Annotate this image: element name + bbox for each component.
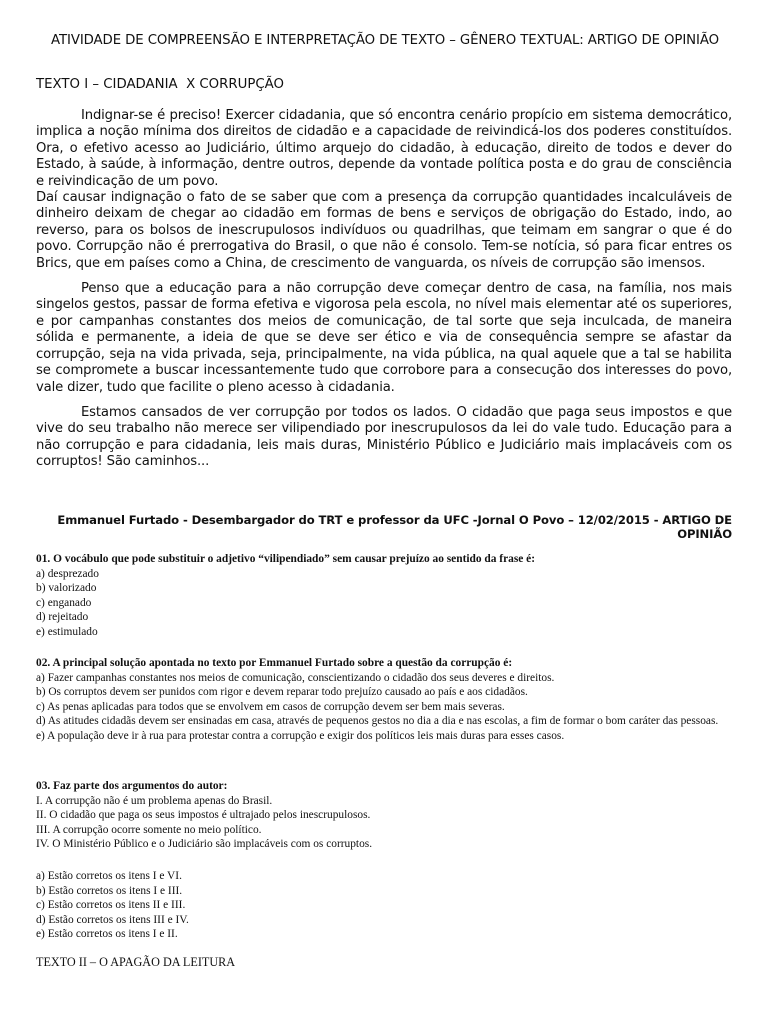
question-2-option-a: a) Fazer campanhas constantes nos meios de comunicação, conscientizando o cidadão dos seus deveres e direitos. [36,671,555,684]
question-3-item-1: I. A corrupção não é um problema apenas do Brasil. [36,794,273,807]
article-paragraph-2: Daí causar indignação o fato de se saber que com a presença da corrupção quantidades incalculáveis de dinheiro deixam de chegar ao cidadão em formas de bens e serviços de obrigação do Estado, indo, ao reverso, para os bolsos de inescrupulosos indivíduos ou quadrilhas, que teimam em sangrar o que é do povo. Corrupção não é prerrogativa do Brasil, o que não é consolo. Tem-se notícia, só para ficar entres os Brics, que em países como a China, de crescimento de vanguarda, os níveis de corrupção são imensos. [36,190,732,271]
question-1-option-d: d) rejeitado [36,611,89,624]
article-signature: Emmanuel Furtado - Desembargador do TRT e professor da UFC -Jornal O Povo – 12/02/2015 - ARTIGO DE OPINIÃO [57,513,732,541]
question-2-option-d: d) As atitudes cidadãs devem ser ensinadas em casa, através de pequenos gestos no dia a dia e nas escolas, a fim de formar o bom caráter das pessoas. [36,715,719,728]
text-2-heading: TEXTO II – O APAGÃO DA LEITURA [36,955,236,969]
text-1-heading: TEXTO I – CIDADANIA X CORRUPÇÃO [36,77,284,92]
question-3-item-2: II. O cidadão que paga os seus impostos é ultrajado pelos inescrupulosos. [36,809,371,822]
question-1 [36,552,732,640]
question-2-option-c: c) As penas aplicadas para todos que se envolvem em casos de corrupção devem ser bem mais severas. [36,700,505,713]
question-1-option-e: e) estimulado [36,625,98,638]
question-3 [36,779,732,942]
article-body [36,108,732,471]
question-1-option-b: b) valorizado [36,582,97,595]
question-3-items [36,794,732,852]
question-1-option-a: a) desprezado [36,567,99,580]
question-1-text: 01. O vocábulo que pode substituir o adjetivo “vilipendiado” sem causar prejuízo ao sentido da frase é: [36,553,536,565]
question-3-option-d: d) Estão corretos os itens III e IV. [36,913,189,926]
question-3-text: 03. Faz parte dos argumentos do autor: [36,780,228,792]
question-3-option-b: b) Estão corretos os itens I e III. [36,884,183,897]
document-title: ATIVIDADE DE COMPREENSÃO E INTERPRETAÇÃO DE TEXTO – GÊNERO TEXTUAL: ARTIGO DE OPINIÃO [51,33,719,48]
question-2-text: 02. A principal solução apontada no texto por Emmanuel Furtado sobre a questão da corrupção é: [36,657,513,669]
question-2-option-e: e) A população deve ir à rua para protestar contra a corrupção e exigir dos políticos leis mais duras para esses casos. [36,729,565,742]
question-3-option-c: c) Estão corretos os itens II e III. [36,899,186,912]
article-paragraph-4: Estamos cansados de ver corrupção por todos os lados. O cidadão que paga seus impostos e que vive do seu trabalho não merece ser vilipendiado por inescrupulosos da lei do vale tudo. Educação para a não corrupção e para cidadania, leis mais duras, Ministério Público e Judiciário mais implacáveis com os corruptos! São caminhos... [36,404,732,470]
question-3-item-4: IV. O Ministério Público e o Judiciário são implacáveis com os corruptos. [36,838,373,851]
question-2 [36,656,732,744]
question-3-option-a: a) Estão corretos os itens I e VI. [36,869,182,882]
article-paragraph-3: Penso que a educação para a não corrupção deve começar dentro de casa, na família, nos mais singelos gestos, passar de forma efetiva e vigorosa pela escola, no nível mais elementar até os superiores, e por campanhas constantes dos meios de comunicação, de tal sorte que seja inculcada, de maneira sólida e permanente, a ideia de que se deve ser ético e via de consequência sempre se afastar da corrupção, seja na vida privada, seja, principalmente, na vida pública, na qual aquele que a tal se habilita se compromete a buscar incessantemente tudo que corrobore para a consecução dos interesses do povo, vale dizer, tudo que facilite o pleno acesso à cidadania. [36,281,732,395]
question-1-option-c: c) enganado [36,596,92,609]
article-paragraph-1: Indignar-se é preciso! Exercer cidadania, que só encontra cenário propício em sistema democrático, implica a noção mínima dos direitos de cidadão e a capacidade de reivindicá-los dos poderes constituídos. Ora, o efetivo acesso ao Judiciário, último arquejo do cidadão, à educação, direito de todos e dever do Estado, à saúde, à informação, dentre outros, depende da vontade política posta e do grau de consciência e reivindicação de um povo. [36,108,732,189]
question-3-option-e: e) Estão corretos os itens I e II. [36,928,178,941]
question-3-item-3: III. A corrupção ocorre somente no meio político. [36,823,262,836]
question-2-option-b: b) Os corruptos devem ser punidos com rigor e devem reparar todo prejuízo causado ao país e aos cidadãos. [36,686,528,699]
